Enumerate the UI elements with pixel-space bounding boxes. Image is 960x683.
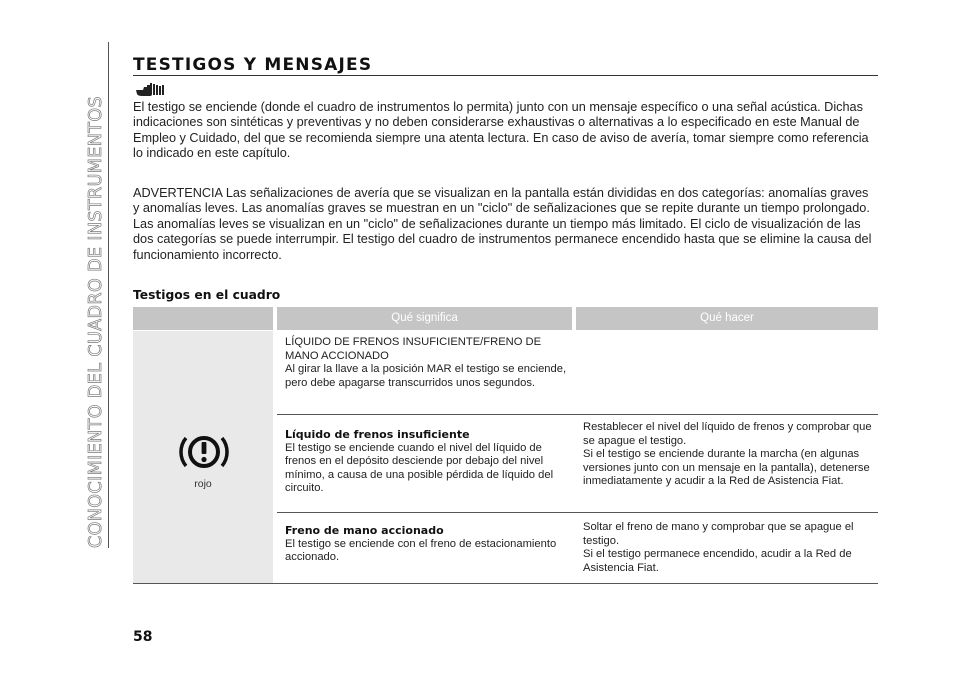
header-action: Qué hacer <box>576 307 878 330</box>
table-bottom-rule <box>133 583 878 584</box>
intro-paragraph: El testigo se enciende (donde el cuadro de instrumentos lo permita) junto con un mensaje específico o una señal acústica. Dichas indicaciones son sintéticas y preventivas y no deben considerarse exhaustivas o alternativas a lo especificado en este Manual de Empleo y Cuidado, del que se recomienda siempre una atenta lectura. En caso de aviso de avería, tomar siempre como referencia lo indicado en este capítulo. <box>133 100 869 161</box>
section-heading: TESTIGOS Y MENSAJES <box>133 55 373 75</box>
row3-meaning-text: El testigo se enciende con el freno de estacionamiento accionado. <box>285 537 557 564</box>
row3-action-text: Soltar el freno de mano y comprobar que se apague el testigo. Si el testigo permanece encendido, acudir a la Red de Asistencia Fiat. <box>583 521 854 574</box>
row2-title: Líquido de frenos insuficiente <box>285 428 470 441</box>
header-meaning: Qué significa <box>277 307 572 330</box>
row3-meaning <box>285 524 573 565</box>
chapter-side-title: CONOCIMIENTO DEL CUADRO DE INSTRUMENTOS <box>86 95 106 548</box>
header-icon-column <box>133 307 273 330</box>
row-divider <box>277 414 878 415</box>
icon-column <box>133 331 273 583</box>
row2-meaning-text: El testigo se enciende cuando el nivel del líquido de frenos en el depósito desciende por debajo del nivel mínimo, a causa de una posible pérdida de líquido del circuito. <box>285 441 554 495</box>
brake-warning-icon <box>178 431 230 473</box>
icon-color-caption: rojo <box>194 478 212 490</box>
row2-action-text: Restablecer el nivel del líquido de frenos y comprobar que se apague el testigo. Si el testigo se enciende durante la marcha (en algunas versiones junto con un mensaje en la pantalla), detenerse inmediatamente y acudir a la Red de Asistencia Fiat. <box>583 421 872 488</box>
row3-title: Freno de mano accionado <box>285 524 444 537</box>
row3-action <box>583 521 875 575</box>
warning-paragraph: ADVERTENCIA Las señalizaciones de avería que se visualizan en la pantalla están divididas en dos categorías: anomalías graves y anomalías leves. Las anomalías graves se muestran en un "ciclo" de señalizaciones que se repite durante un tiempo prolongado. Las anomalías leves se visualizan en un "ciclo" de señalizaciones durante un tiempo más limitado. El ciclo de visualización de las dos categorías se puede interrumpir. El testigo del cuadro de instrumentos permanece encendido hasta que se elimine la causa del funcionamiento incorrecto. <box>133 186 872 262</box>
table-title: Testigos en el cuadro <box>133 288 281 302</box>
heading-divider <box>133 75 878 76</box>
page-number: 58 <box>133 629 153 645</box>
row1-meaning <box>285 336 570 390</box>
row-divider <box>277 512 878 513</box>
row2-action <box>583 421 875 489</box>
row2-meaning <box>285 428 573 496</box>
pointing-hand-icon <box>134 81 166 98</box>
row1-meaning-text: LÍQUIDO DE FRENOS INSUFICIENTE/FRENO DE MANO ACCIONADO Al girar la llave a la posición MAR el testigo se enciende, pero debe apagarse transcurridos unos segundos. <box>285 336 567 389</box>
side-divider <box>108 42 109 548</box>
